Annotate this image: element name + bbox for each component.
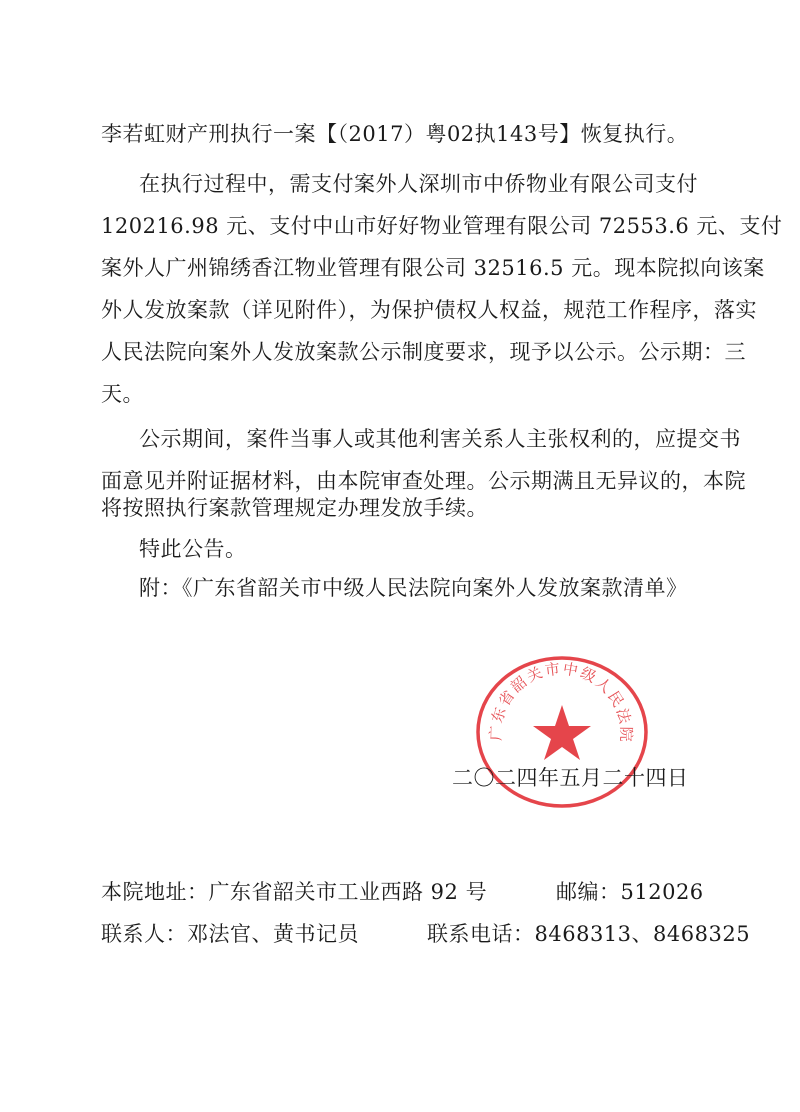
svg-text:广东省韶关市中级人民法院	[487, 660, 635, 744]
seal-text: 广东省韶关市中级人民法院	[486, 659, 636, 744]
body-line-9: 面意见并附证据材料，由本院审查处理。公示期满且无异议的，本院	[101, 469, 746, 493]
body-line-7: 天。	[101, 382, 144, 406]
contact-person: 联系人：邓法官、黄书记员	[101, 922, 359, 946]
body-line-1: 李若虹财产刑执行一案【（2017）粤02执143号】恢复执行。	[101, 122, 689, 146]
body-line-10: 将按照执行案款管理规定办理发放手续。	[101, 496, 488, 520]
postcode: 邮编：512026	[556, 880, 704, 904]
body-line-4: 案外人广州锦绣香江物业管理有限公司 32516.5 元。现本院拟向该案	[101, 256, 765, 280]
body-line-6: 人民法院向案外人发放案款公示制度要求，现予以公示。公示期：三	[101, 340, 746, 364]
seal-star-icon	[533, 705, 591, 760]
attachment-line: 附：《广东省韶关市中级人民法院向案外人发放案款清单》	[139, 576, 688, 600]
body-line-11: 特此公告。	[139, 537, 247, 561]
date: 二〇二四年五月二十四日	[452, 766, 689, 790]
body-line-8: 公示期间，案件当事人或其他利害关系人主张权利的，应提交书	[139, 427, 741, 451]
body-line-3: 120216.98 元、支付中山市好好物业管理有限公司 72553.6 元、支付	[101, 214, 783, 238]
body-line-2: 在执行过程中，需支付案外人深圳市中侨物业有限公司支付	[139, 172, 698, 196]
body-line-5: 外人发放案款（详见附件），为保护债权人权益，规范工作程序，落实	[101, 298, 757, 322]
contact-phone: 联系电话：8468313、8468325	[427, 922, 751, 946]
court-address: 本院地址：广东省韶关市工业西路 92 号	[101, 880, 488, 904]
